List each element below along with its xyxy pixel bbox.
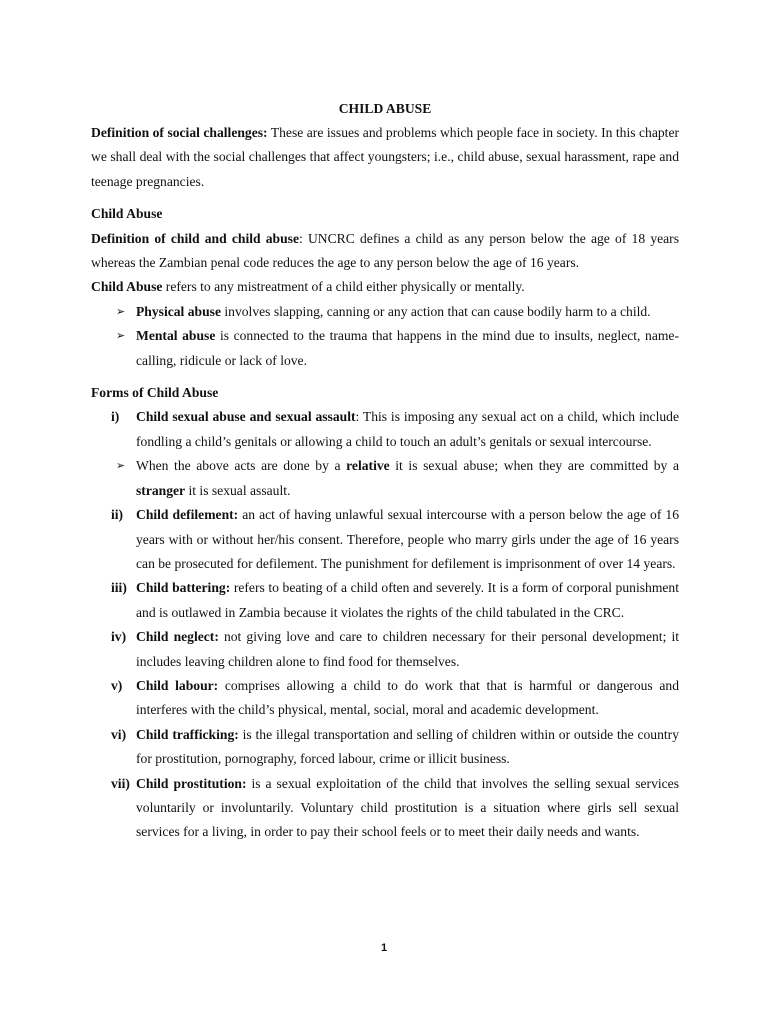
note-text-post: it is sexual assault. xyxy=(185,482,291,498)
definition-text: : UNCRC defines a child as any person below the age of 18 years whereas the Zambian penal code reduces the age to any person below the age of 16 years. xyxy=(91,230,680,271)
bullet-text: is connected to the trauma that happens in the mind due to insults, neglect, name-calling, ridicule or lack of love. xyxy=(136,328,679,368)
child-abuse-paragraph xyxy=(91,275,679,299)
page-title: CHILD ABUSE xyxy=(338,101,432,116)
note-text-pre: When the above acts are done by a xyxy=(136,458,347,474)
form-number: i) xyxy=(111,409,120,425)
form-item-trafficking xyxy=(91,723,679,772)
section-heading-child-abuse: Child Abuse xyxy=(91,206,163,222)
arrow-bullet-icon: ➢ xyxy=(116,304,126,318)
definition-label: Definition of child and child abuse xyxy=(91,230,299,246)
form-label: Child sexual abuse and sexual assault xyxy=(136,409,356,425)
form-text: is a sexual exploitation of the child that involves the selling sexual services voluntarily or involuntarily. Voluntary child prostitution is a situation where girls sell sexual services for a living, in order to pay their school feels or to meet their daily needs and wants. xyxy=(136,775,679,840)
form-item-labour xyxy=(91,674,679,723)
form-text: refers to beating of a child often and severely. It is a form of corporal punishment and is outlawed in Zambia because it violates the rights of the child tabulated in the CRC. xyxy=(136,580,679,620)
list-item xyxy=(91,300,679,324)
form-item-defilement xyxy=(91,503,679,576)
form-number: iii) xyxy=(111,580,127,596)
note-stranger: stranger xyxy=(136,482,186,498)
form-number: v) xyxy=(111,677,123,693)
intro-paragraph xyxy=(91,121,679,194)
note-text-mid: it is sexual abuse; when they are committed by a xyxy=(389,458,679,474)
form-text: comprises allowing a child to do work that that is harmful or dangerous and interferes with the child’s physical, mental, social, moral and academic development. xyxy=(136,677,679,718)
arrow-bullet-icon: ➢ xyxy=(116,459,126,473)
form-text: not giving love and care to children necessary for their personal development; it includes leaving children alone to find food for themselves. xyxy=(136,629,679,669)
form-item-neglect xyxy=(91,625,679,674)
form-number: vi) xyxy=(111,726,127,742)
form-text: is the illegal transportation and selling of children within or outside the country for prostitution, pornography, forced labour, crime or illicit business. xyxy=(136,726,679,767)
form-label: Child prostitution: xyxy=(136,775,247,791)
intro-label: Definition of social challenges: xyxy=(91,125,268,140)
form-label: Child trafficking: xyxy=(136,726,239,742)
form-number: iv) xyxy=(111,629,127,645)
relative-stranger-note xyxy=(91,454,679,503)
form-number: vii) xyxy=(111,775,130,791)
note-relative: relative xyxy=(346,458,390,474)
form-label: Child labour: xyxy=(136,677,219,693)
form-number: ii) xyxy=(111,507,124,523)
bullet-label: Physical abuse xyxy=(136,303,221,319)
page-number: 1 xyxy=(380,942,388,954)
form-item-sexual-abuse xyxy=(91,405,679,454)
form-text: : This is imposing any sexual act on a child, which include fondling a child’s genitals or allowing a child to touch an adult’s genitals or sexual intercourse. xyxy=(136,409,679,449)
bullet-text: involves slapping, canning or any action that can cause bodily harm to a child. xyxy=(220,303,651,319)
abuse-types-list xyxy=(91,300,679,373)
form-label: Child defilement: xyxy=(136,507,239,523)
document-body xyxy=(91,97,679,845)
child-abuse-label: Child Abuse xyxy=(91,279,163,295)
arrow-bullet-icon: ➢ xyxy=(116,329,126,343)
intro-text: These are issues and problems which people face in society. In this chapter we shall deal with the social challenges that affect youngsters; i.e., child abuse, sexual harassment, rape and teenage pregnancies. xyxy=(91,125,680,189)
form-item-prostitution xyxy=(91,772,679,845)
bullet-label: Mental abuse xyxy=(136,328,216,344)
form-item-battering xyxy=(91,576,679,625)
list-item xyxy=(91,324,679,373)
form-text: an act of having unlawful sexual intercourse with a person below the age of 16 years with or without her/his consent. Therefore, people who marry girls under the age of 16 years can be prosecuted for defilement. The punishment for defilement is imprisonment of over 14 years. xyxy=(136,507,679,571)
definition-paragraph xyxy=(91,227,679,276)
section-heading-forms: Forms of Child Abuse xyxy=(91,385,219,401)
child-abuse-text: refers to any mistreatment of a child either physically or mentally. xyxy=(162,279,525,295)
form-label: Child battering: xyxy=(136,580,231,596)
form-label: Child neglect: xyxy=(136,629,219,645)
